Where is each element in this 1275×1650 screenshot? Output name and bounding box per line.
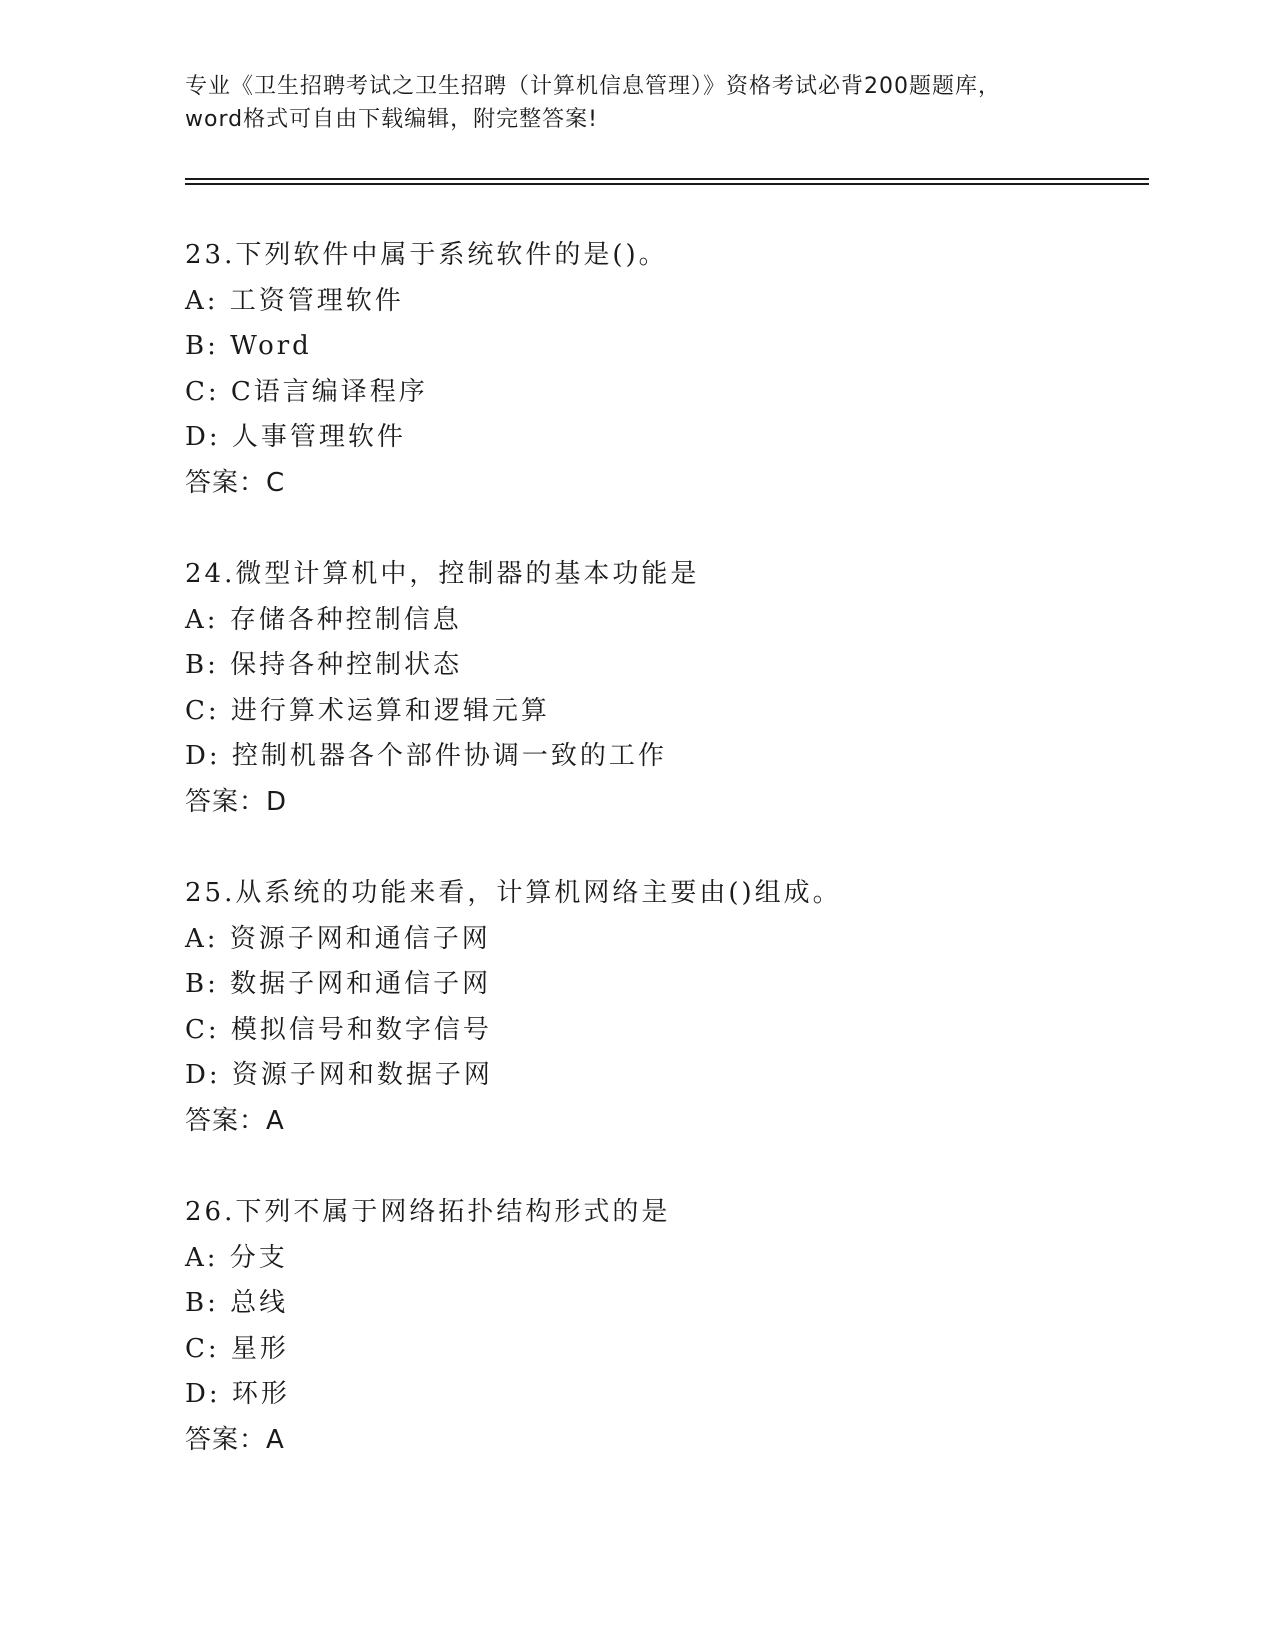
option-d: D: 资源子网和数据子网 — [185, 1060, 493, 1090]
question-stem: 23.下列软件中属于系统软件的是()。 — [185, 240, 668, 270]
option-a: A: 存储各种控制信息 — [185, 604, 462, 635]
answer-line: 答案：D — [185, 786, 288, 817]
option-c: C: 进行算术运算和逻辑元算 — [185, 695, 550, 726]
header-divider-bottom — [185, 183, 1149, 185]
question-stem: 24.微型计算机中，控制器的基本功能是 — [185, 559, 700, 589]
header-line-1: 专业《卫生招聘考试之卫生招聘（计算机信息管理）》资格考试必背200题题库， — [185, 74, 1001, 99]
header-line-2: word格式可自由下载编辑，附完整答案! — [185, 107, 598, 132]
option-c: C: C语言编译程序 — [185, 376, 428, 407]
question-stem: 25.从系统的功能来看，计算机网络主要由()组成。 — [185, 878, 842, 908]
answer-line: 答案：A — [185, 1105, 285, 1136]
question-25 — [185, 871, 1145, 1144]
question-stem: 26.下列不属于网络拓扑结构形式的是 — [185, 1197, 671, 1227]
header-divider-top — [185, 178, 1149, 180]
option-b: B: Word — [185, 331, 312, 361]
option-c: C: 星形 — [185, 1333, 289, 1364]
answer-line: 答案：C — [185, 467, 286, 498]
option-d: D: 环形 — [185, 1379, 290, 1409]
option-d: D: 控制机器各个部件协调一致的工作 — [185, 741, 667, 771]
document-header — [185, 70, 1085, 136]
option-a: A: 资源子网和通信子网 — [185, 923, 491, 954]
option-b: B: 数据子网和通信子网 — [185, 969, 492, 999]
option-c: C: 模拟信号和数字信号 — [185, 1014, 492, 1045]
option-a: A: 工资管理软件 — [185, 285, 404, 316]
option-b: B: 总线 — [185, 1288, 289, 1318]
option-a: A: 分支 — [185, 1242, 288, 1273]
question-23 — [185, 233, 1145, 506]
option-b: B: 保持各种控制状态 — [185, 650, 463, 680]
option-d: D: 人事管理软件 — [185, 422, 406, 452]
answer-line: 答案：A — [185, 1424, 285, 1455]
question-26 — [185, 1190, 1145, 1463]
question-24 — [185, 552, 1145, 825]
